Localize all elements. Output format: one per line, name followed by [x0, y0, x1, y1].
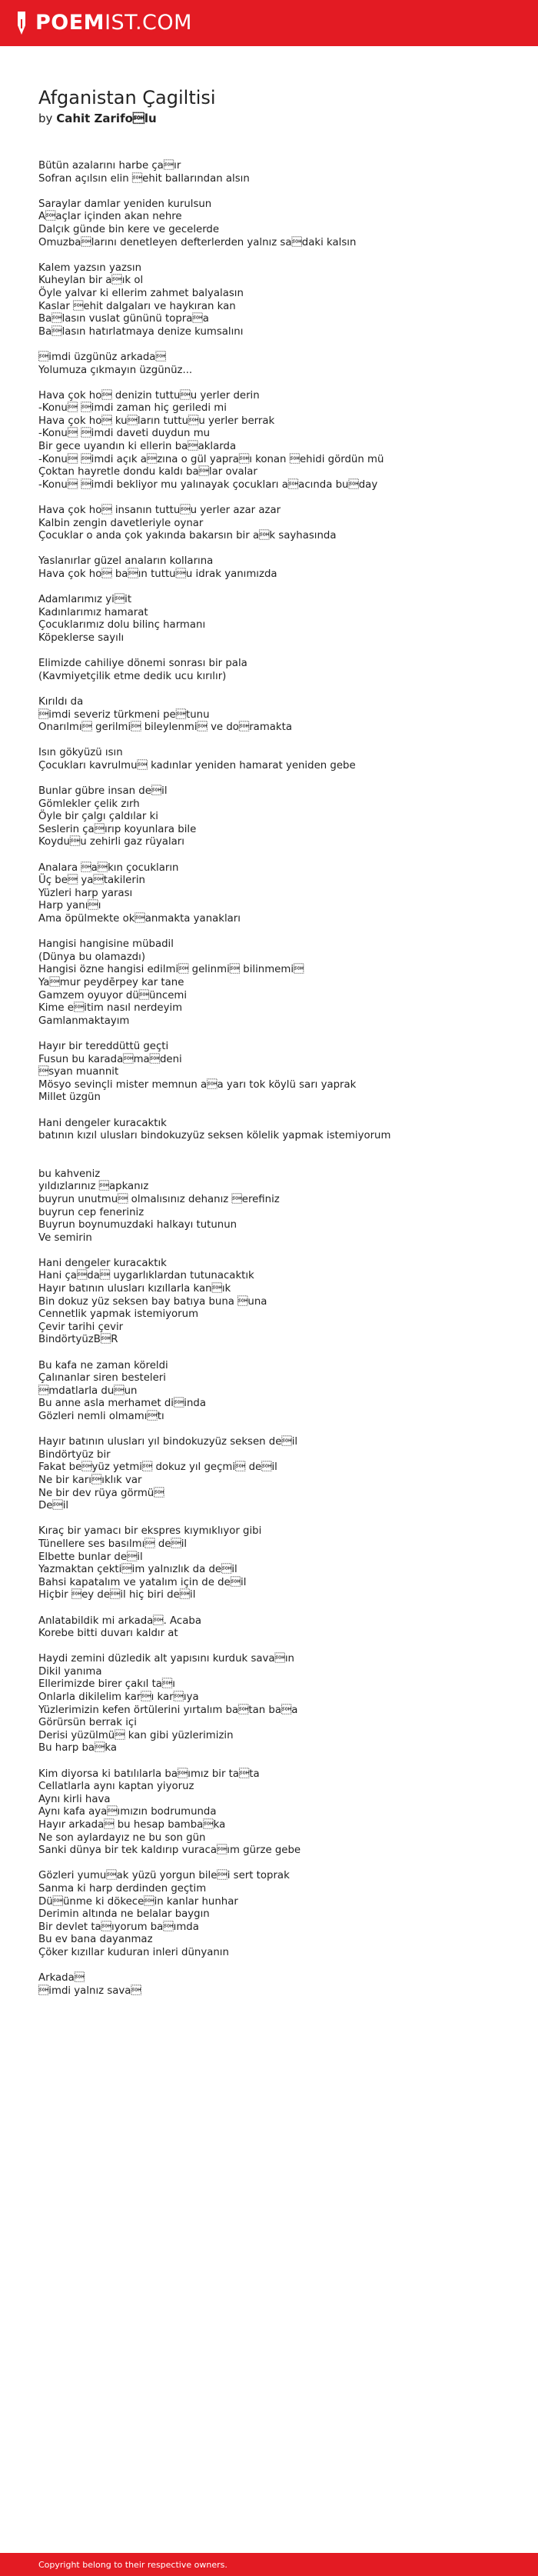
poem-line: Çocuklar o anda çok yakında bakarsın bir ak sayhasında [38, 530, 337, 542]
poem-line: imdi yalnız sava [38, 1984, 141, 1997]
poem-line: Dikil yanıma [38, 1665, 102, 1678]
poem-line: Sofran açılsın elin ehit ballarından alsın [38, 172, 250, 185]
poem-line: Onlarla dikilelim karı karıya [38, 1691, 199, 1704]
poem-line: Tünellere ses basılmı deil [38, 1538, 188, 1550]
poem-stanza [38, 747, 515, 772]
poem-line: Mösyo sevinçli mister memnun aa yarı tok köylü sarı yaprak [38, 1078, 357, 1091]
poem-content [38, 86, 515, 2011]
poem-stanza [38, 696, 515, 735]
poem-line: mdatlarla duun [38, 1385, 138, 1397]
poem-stanza [38, 594, 515, 645]
poem-line: Aynı kafa ayaımızın bodrumunda [38, 1806, 217, 1818]
poem-line: Ve semirin [38, 1231, 92, 1244]
poem-line: Aynı kirli hava [38, 1793, 111, 1805]
poem-line: Saraylar damlar yeniden kurulsun [38, 198, 212, 210]
poem-stanza [38, 1870, 515, 1959]
poem-line: imdi üzgünüz arkada [38, 351, 166, 363]
poem-line: Hayır batının ulusları yıl bindokuzyüz seksen deil [38, 1436, 298, 1448]
poem-line: Bu harp baka [38, 1742, 117, 1755]
poem-line: Görürsün berrak içi [38, 1717, 137, 1729]
poem-line: Gözleri nemli olmamıtı [38, 1411, 164, 1422]
poem-line: Ellerimizde birer çakıl taı [38, 1678, 175, 1691]
poem-line: Çocukları kavrulmu kadınlar yeniden hamarat yeniden gebe [38, 759, 356, 771]
poem-line: Bahsi kapatalım ve yatalım için de deil [38, 1576, 247, 1588]
poem-line: Köpeklerse sayılı [38, 632, 125, 644]
poem-line: Sanma ki harp derdinden geçtim [38, 1882, 207, 1895]
poem-line: -Konu imdi daveti duydun mu [38, 428, 211, 440]
poem-line: Kalbin zengin davetleriyle oynar [38, 517, 204, 529]
poem-line: (Dünya bu olamazdı) [38, 951, 146, 963]
poem-line: Yolumuza çıkmayın üzgünüz... [38, 364, 193, 376]
poem-stanza [38, 262, 515, 339]
poem-line: Hava çok ho insanın tuttuu yerler azar azar [38, 505, 281, 517]
poem-body [38, 160, 515, 1998]
poem-stanza [38, 555, 515, 581]
poem-line: Elimizde cahiliye dönemi sonrası bir pala [38, 658, 247, 670]
poem-line: Hani dengeler kuracaktık [38, 1257, 167, 1269]
poem-line: Cellatlarla aynı kaptan yiyoruz [38, 1781, 194, 1793]
poem-line: Onarılmı gerilmi bileylenmi ve doramakta [38, 721, 292, 734]
poem-line: Öyle bir çalgı çaldılar ki [38, 811, 158, 823]
poem-stanza [38, 938, 515, 1028]
poem-stanza [38, 1436, 515, 1513]
poem-line: Arkada [38, 1972, 85, 1984]
poem-line: Hangisi özne hangisi edilmi gelinmi bilinmemi [38, 964, 304, 976]
poem-stanza [38, 1360, 515, 1424]
poem-line: Kalem yazsın yazsın [38, 262, 142, 274]
poem-line: Cennetlik yapmak istemiyorum [38, 1308, 199, 1321]
byline [38, 111, 515, 126]
by-label: by [38, 112, 53, 125]
poem-stanza [38, 1972, 515, 1998]
poem-line: Yaslanırlar güzel anaların kollarına [38, 555, 214, 568]
poem-line: Deil [38, 1500, 69, 1512]
poem-line: Haydi zemini düzledik alt yapısını kurduk savaın [38, 1653, 294, 1665]
poem-stanza [38, 862, 515, 926]
poem-line: Çöker kızıllar kuduran inleri dünyanın [38, 1946, 229, 1958]
poem-line: bu kahveniz [38, 1168, 101, 1180]
poem-line: Bu kafa ne zaman köreldi [38, 1359, 168, 1371]
poem-stanza [38, 1118, 515, 1143]
poem-stanza [38, 1041, 515, 1105]
poem-line: Üç be yatakilerin [38, 875, 145, 887]
poem-line: -Konu imdi zaman hiç geriledi mi [38, 402, 227, 415]
poem-line: Seslerin çaırıp koyunlara bile [38, 823, 197, 835]
poem-line: Ne bir dev rüya görmü [38, 1487, 164, 1499]
poem-line: BindörtyüzBR [38, 1334, 118, 1346]
poem-line: Aaçlar içinden akan nehre [38, 211, 182, 223]
poem-line: Hayır batının ulusları kızıllarla kanık [38, 1283, 231, 1295]
poem-line: Çocuklarımız dolu bilinç harmanı [38, 619, 206, 632]
poem-line: (Kavmiyetçilik etme dedik ucu kırılır) [38, 670, 227, 682]
poem-line: Analara akın çocukların [38, 861, 179, 874]
copyright-text: Copyright belong to their respective owners. [38, 2559, 227, 2570]
poem-stanza [38, 160, 515, 185]
poem-line: Fakat beyüz yetmi dokuz yıl geçmi deil [38, 1461, 277, 1474]
poem-stanza [38, 505, 515, 543]
poem-stanza [38, 352, 515, 377]
poem-line: Çevir tarihi çevir [38, 1321, 124, 1333]
poem-stanza [38, 1525, 515, 1602]
author-name[interactable]: Cahit Zarifolu [56, 112, 157, 125]
poem-line: Bütün azalarını harbe çaır [38, 160, 181, 172]
site-header [0, 0, 538, 46]
poem-line: Balasın hatırlatmaya denize kumsalını [38, 325, 244, 338]
poem-line: Bir gece uyandın ki ellerin baaklarda [38, 441, 237, 453]
poem-line: Derimin altında ne belalar baygın [38, 1908, 210, 1921]
poem-line: Derisi yüzülmü kan gibi yüzlerimizin [38, 1729, 234, 1741]
poem-stanza [38, 1168, 515, 1245]
poem-line: Bir devlet taıyorum baımda [38, 1921, 199, 1933]
poem-line: yıldızlarınız apkanız [38, 1181, 149, 1193]
poem-line: Kırıldı da [38, 695, 84, 708]
poem-line: Kıraç bir yamacı bir ekspres kıymıklıyor gibi [38, 1525, 262, 1538]
poem-line: buyrun cep feneriniz [38, 1206, 144, 1218]
poem-line: Sanki dünya bir tek kaldırıp vuracaım gürze gebe [38, 1845, 301, 1857]
poem-line: Bu ev bana dayanmaz [38, 1934, 153, 1946]
poem-line: Yüzlerimizin kefen örtülerini yırtalım batan baa [38, 1704, 298, 1716]
poem-line: Hiçbir ey deil hiç biri deil [38, 1589, 196, 1601]
poem-line: Bindörtyüz bir [38, 1448, 111, 1461]
poem-stanza [38, 1258, 515, 1347]
poem-line: Ama öpülmekte okanmakta yanakları [38, 913, 241, 925]
poem-line: Hava çok ho baın tuttuu idrak yanımızda [38, 568, 277, 580]
poem-line: Anlatabildik mi arkada. Acaba [38, 1615, 201, 1627]
poem-stanza [38, 390, 515, 492]
poem-line: imdi severiz türkmeni petunu [38, 708, 210, 721]
poem-line: Millet üzgün [38, 1091, 101, 1104]
poem-line: Hava çok ho kuların tuttuu yerler berrak [38, 415, 275, 427]
poem-line: Isın gökyüzü ısın [38, 747, 123, 759]
poem-line: Düünme ki dökecein kanlar hunhar [38, 1895, 238, 1908]
poem-line: Hani çada uygarlıklardan tutunacaktık [38, 1270, 254, 1282]
poem-line: Ne bir karııklık var [38, 1474, 142, 1486]
poem-line: Gömlekler çelik zırh [38, 798, 140, 810]
poem-line: Gamlanmaktayım [38, 1015, 130, 1027]
poem-line: -Konu imdi bekliyor mu yalınayak çocukları aacında buday [38, 478, 378, 491]
poem-line: Hani dengeler kuracaktık [38, 1117, 167, 1129]
poem-line: Yamur peydērpey kar tane [38, 977, 184, 988]
poem-stanza [38, 785, 515, 849]
poem-line: Balasın vuslat gününü topraa [38, 313, 209, 325]
poem-line: Hayır bir tereddüttü geçti [38, 1040, 169, 1052]
poem-line: Adamlarımız yiit [38, 594, 132, 606]
poem-line: Hayır arkada bu hesap bambaka [38, 1819, 226, 1831]
poem-line: Öyle yalvar ki ellerim zahmet balyalasın [38, 287, 244, 299]
poem-line: Gözleri yumuak yüzü yorgun bilei sert toprak [38, 1870, 290, 1882]
poem-line: Çalınanlar siren besteleri [38, 1372, 166, 1385]
poem-line: Hangisi hangisine mübadil [38, 938, 174, 951]
poem-line: Korebe bitti duvarı kaldır at [38, 1628, 178, 1640]
poem-line: Bu anne asla merhamet diinda [38, 1398, 206, 1410]
poem-line: Çoktan hayretle dondu kaldı balar ovalar [38, 466, 257, 478]
poem-line: Yüzleri harp yarası [38, 887, 133, 899]
poem-line: Elbette bunlar deil [38, 1551, 143, 1563]
pen-nib-icon[interactable] [15, 10, 28, 36]
site-logo[interactable] [35, 0, 192, 46]
poem-stanza [38, 1768, 515, 1858]
poem-line: Dalçık günde bin kere ve gecelerde [38, 223, 220, 235]
poem-title: Afganistan Çagiltisi [38, 87, 216, 108]
poem-stanza [38, 1653, 515, 1755]
poem-line: Kime eitim nasıl nerdeyim [38, 1002, 183, 1015]
poem-line: Fusun bu karadamadeni [38, 1053, 182, 1065]
logo-light-text: IST.COM [105, 11, 192, 35]
poem-line: Gamzem oyuyor düüncemi [38, 989, 188, 1001]
poem-line: syan muannit [38, 1066, 119, 1078]
poem-line: Hava çok ho denizin tuttuu yerler derin [38, 389, 260, 402]
logo-strong-text: POEM [35, 11, 105, 35]
poem-line: Yazmaktan çektiim yalnızlık da deil [38, 1564, 237, 1576]
poem-line: buyrun unutmu olmalısınız dehanız erefiniz [38, 1193, 280, 1205]
poem-line: batının kızıl ulusları bindokuzyüz seksen kölelik yapmak istemiyorum [38, 1130, 391, 1142]
poem-line: Bin dokuz yüz seksen bay batıya buna una [38, 1295, 267, 1308]
poem-line: Buyrun boynumuzdaki halkayı tutunun [38, 1219, 237, 1231]
poem-line: -Konu imdi açık azına o gül yapraı konan ehidi gördün mü [38, 453, 384, 465]
poem-line: Ne son aylardayız ne bu son gün [38, 1831, 206, 1844]
poem-line: Kadınlarımız hamarat [38, 606, 148, 618]
poem-line: Kim diyorsa ki batılılarla baımız bir tata [38, 1768, 260, 1780]
poem-line: Bunlar gübre insan deil [38, 785, 168, 798]
site-footer [0, 2553, 538, 2576]
poem-line: Kuheylan bir aık ol [38, 275, 144, 287]
poem-line: Koyduu zehirli gaz rüyaları [38, 836, 184, 848]
poem-stanza [38, 658, 515, 683]
poem-line: Omuzbalarını denetleyen defterlerden yalnız sadaki kalsın [38, 236, 357, 248]
poem-line: Kaslar ehit dalgaları ve haykıran kan [38, 300, 236, 312]
poem-stanza [38, 198, 515, 249]
poem-stanza [38, 1615, 515, 1641]
poem-line: Harp yanıı [38, 900, 101, 912]
